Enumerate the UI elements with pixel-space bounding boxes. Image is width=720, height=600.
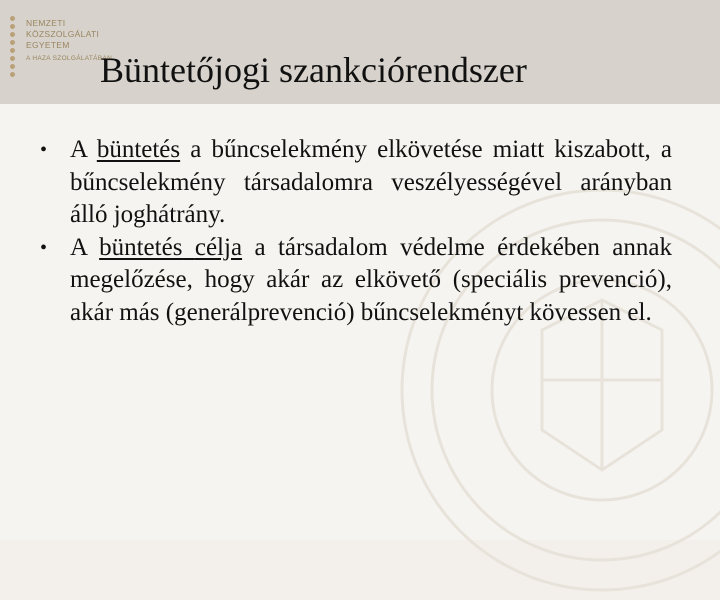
underlined-term: célja <box>194 233 243 261</box>
bullet-item <box>40 134 672 232</box>
bullet-text: A <box>70 233 100 261</box>
underlined-space <box>182 234 194 261</box>
logo-line: KÖZSZOLGÁLATI <box>26 29 100 39</box>
bullet-list <box>40 134 672 329</box>
bullet-text: a társadalom védelme érdekében annak megelőzése, hogy akár az elkövető (speciális prevenció), akár más (generálprevenció) bűncselekményt kövessen el. <box>70 233 673 326</box>
logo-dot-column <box>10 16 16 82</box>
bullet-marker: • <box>40 236 48 259</box>
bullet-text: a bűncselekmény elkövetése miatt kiszabott, a bűncselekmény társadalomra veszélyességével arányban álló joghátrány. <box>70 136 672 228</box>
logo-line: EGYETEM <box>26 40 70 50</box>
underlined-term: büntetés <box>99 233 183 261</box>
bullet-text: A <box>70 136 97 163</box>
logo-line: NEMZETI <box>26 18 66 28</box>
logo-subline: A HAZA SZOLGÁLATÁBAN <box>26 55 113 62</box>
university-logo <box>10 14 113 84</box>
bullet-marker: • <box>40 139 48 161</box>
slide-title: Büntetőjogi szankciórendszer <box>100 50 527 90</box>
bullet-item <box>40 232 672 330</box>
underlined-term: büntetés <box>96 136 181 163</box>
